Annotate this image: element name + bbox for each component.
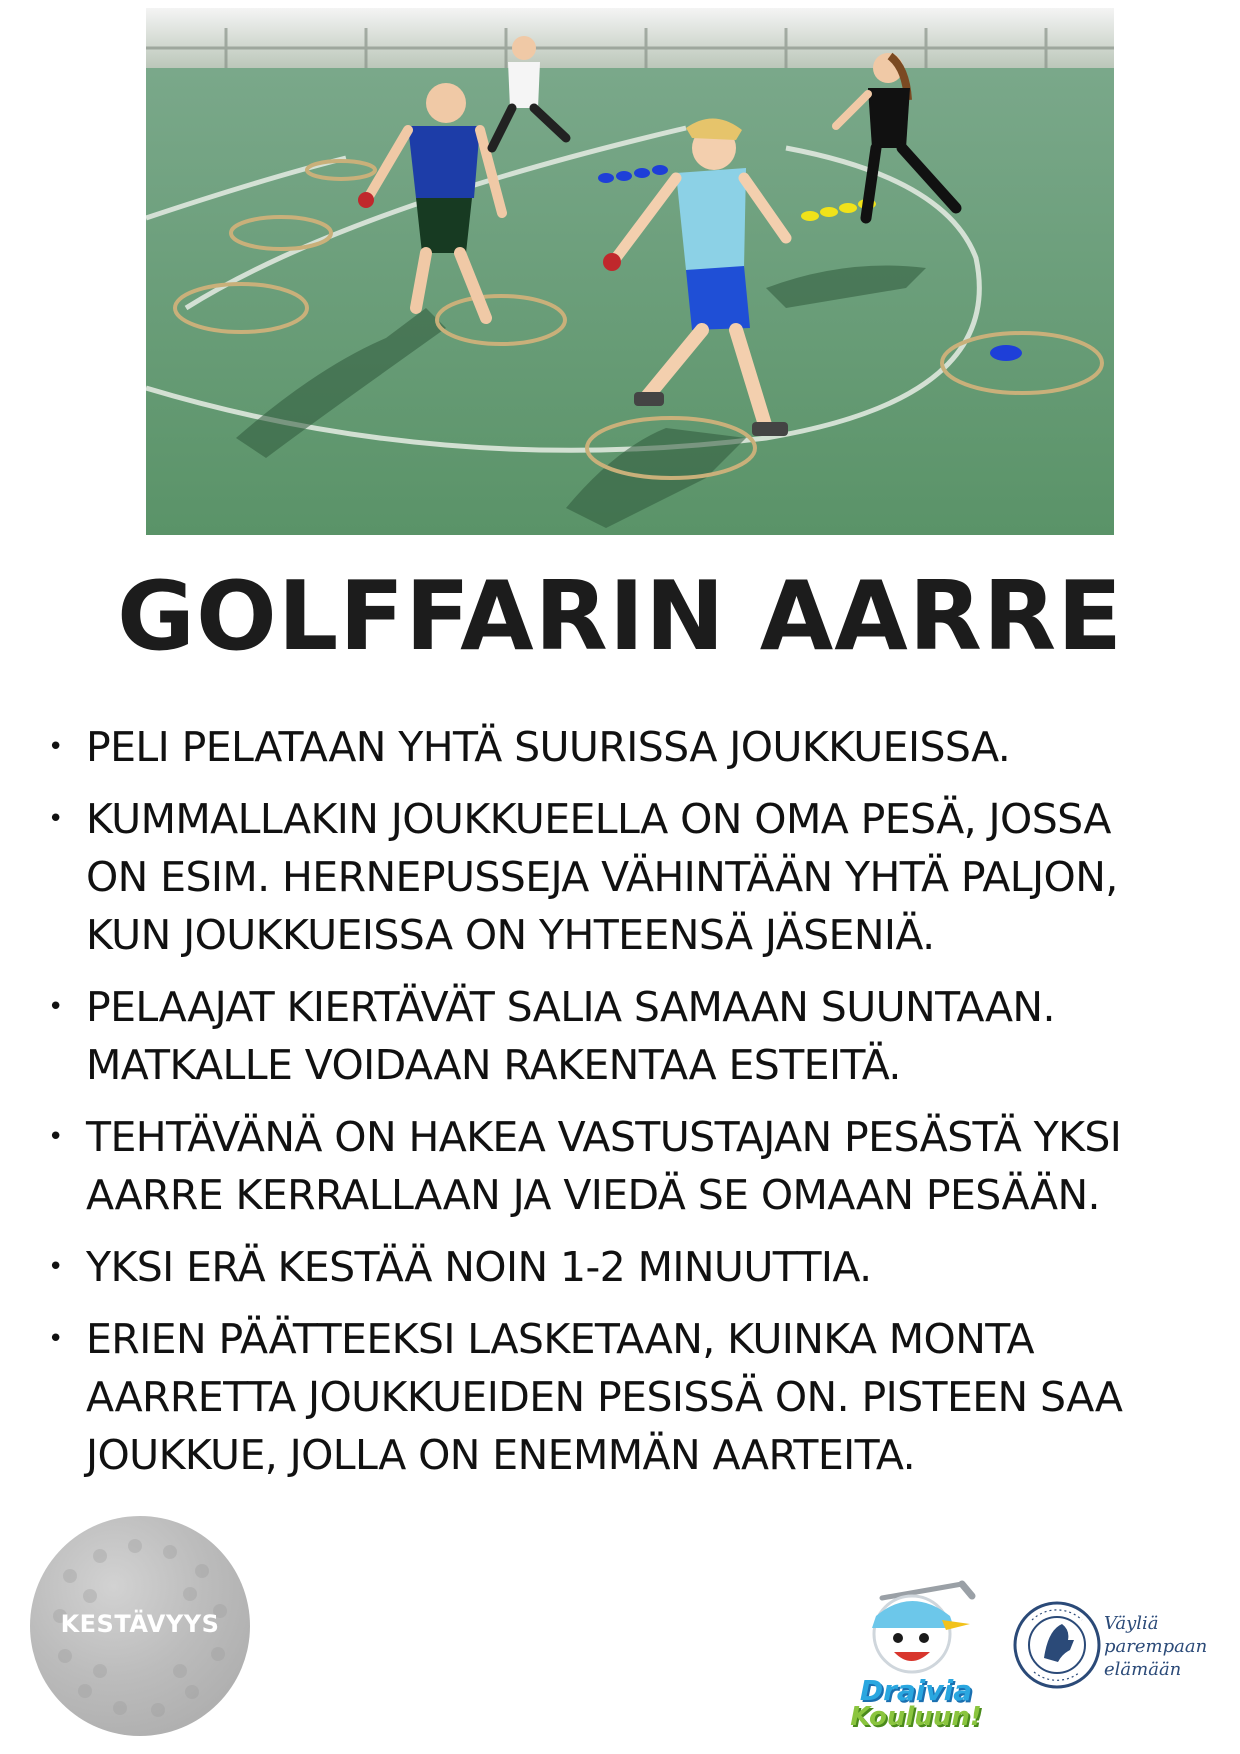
rule-line: AARRETTA JOUKKUEIDEN PESISSÄ ON. PISTEEN SAA: [86, 1373, 1123, 1421]
bullet: •: [48, 732, 63, 762]
hero-photo: [146, 8, 1114, 535]
rule-item: [48, 978, 1228, 1094]
rule-line: PELAAJAT KIERTÄVÄT SALIA SAMAAN SUUNTAAN.: [86, 983, 1055, 1031]
rule-line: TEHTÄVÄNÄ ON HAKEA VASTUSTAJAN PESÄSTÄ YKSI: [86, 1113, 1122, 1161]
golf-federation-logo: [1012, 1600, 1102, 1690]
rule-line: ERIEN PÄÄTTEEKSI LASKETAAN, KUINKA MONTA: [86, 1315, 1034, 1363]
draivia-kouluun-logo: [842, 1576, 990, 1736]
rule-item: [48, 718, 1228, 776]
kouluun-text: Kouluun!: [850, 1702, 982, 1732]
rules-list: [48, 718, 1228, 1498]
page-title: GOLFFARIN AARRE: [116, 562, 1123, 672]
slogan-line: elämään: [1104, 1659, 1182, 1680]
rule-item: [48, 790, 1228, 964]
rule-line: YKSI ERÄ KESTÄÄ NOIN 1-2 MINUUTTIA.: [86, 1243, 872, 1291]
slogan-line: parempaan: [1104, 1636, 1208, 1657]
rule-line: AARRE KERRALLAAN JA VIEDÄ SE OMAAN PESÄÄN.: [86, 1171, 1100, 1219]
bullet: •: [48, 992, 63, 1022]
rule-line: MATKALLE VOIDAAN RAKENTAA ESTEITÄ.: [86, 1041, 901, 1089]
golf-federation-seal-icon: [1012, 1600, 1102, 1690]
bullet: •: [48, 1122, 63, 1152]
golf-ball-mascot-icon: [842, 1576, 990, 1680]
bullet: •: [48, 1252, 63, 1282]
slogan: [1104, 1612, 1234, 1681]
rule-line: KUN JOUKKUEISSA ON YHTEENSÄ JÄSENIÄ.: [86, 911, 935, 959]
rule-line: KUMMALLAKIN JOUKKUEELLA ON OMA PESÄ, JOSSA: [86, 795, 1111, 843]
category-badge: [30, 1516, 250, 1736]
rule-item: [48, 1238, 1228, 1296]
bullet: •: [48, 1324, 63, 1354]
rule-line: ON ESIM. HERNEPUSSEJA VÄHINTÄÄN YHTÄ PALJON,: [86, 853, 1118, 901]
rule-line: JOUKKUE, JOLLA ON ENEMMÄN AARTEITA.: [86, 1431, 916, 1479]
rule-line: PELI PELATAAN YHTÄ SUURISSA JOUKKUEISSA.: [86, 723, 1011, 771]
children-playing-illustration: [146, 8, 1114, 535]
rule-item: [48, 1108, 1228, 1224]
draivia-text: Draivia: [859, 1674, 973, 1707]
rule-item: [48, 1310, 1228, 1484]
badge-label: KESTÄVYYS: [60, 1610, 220, 1638]
slogan-line: Väyliä: [1104, 1613, 1159, 1634]
bullet: •: [48, 804, 63, 834]
